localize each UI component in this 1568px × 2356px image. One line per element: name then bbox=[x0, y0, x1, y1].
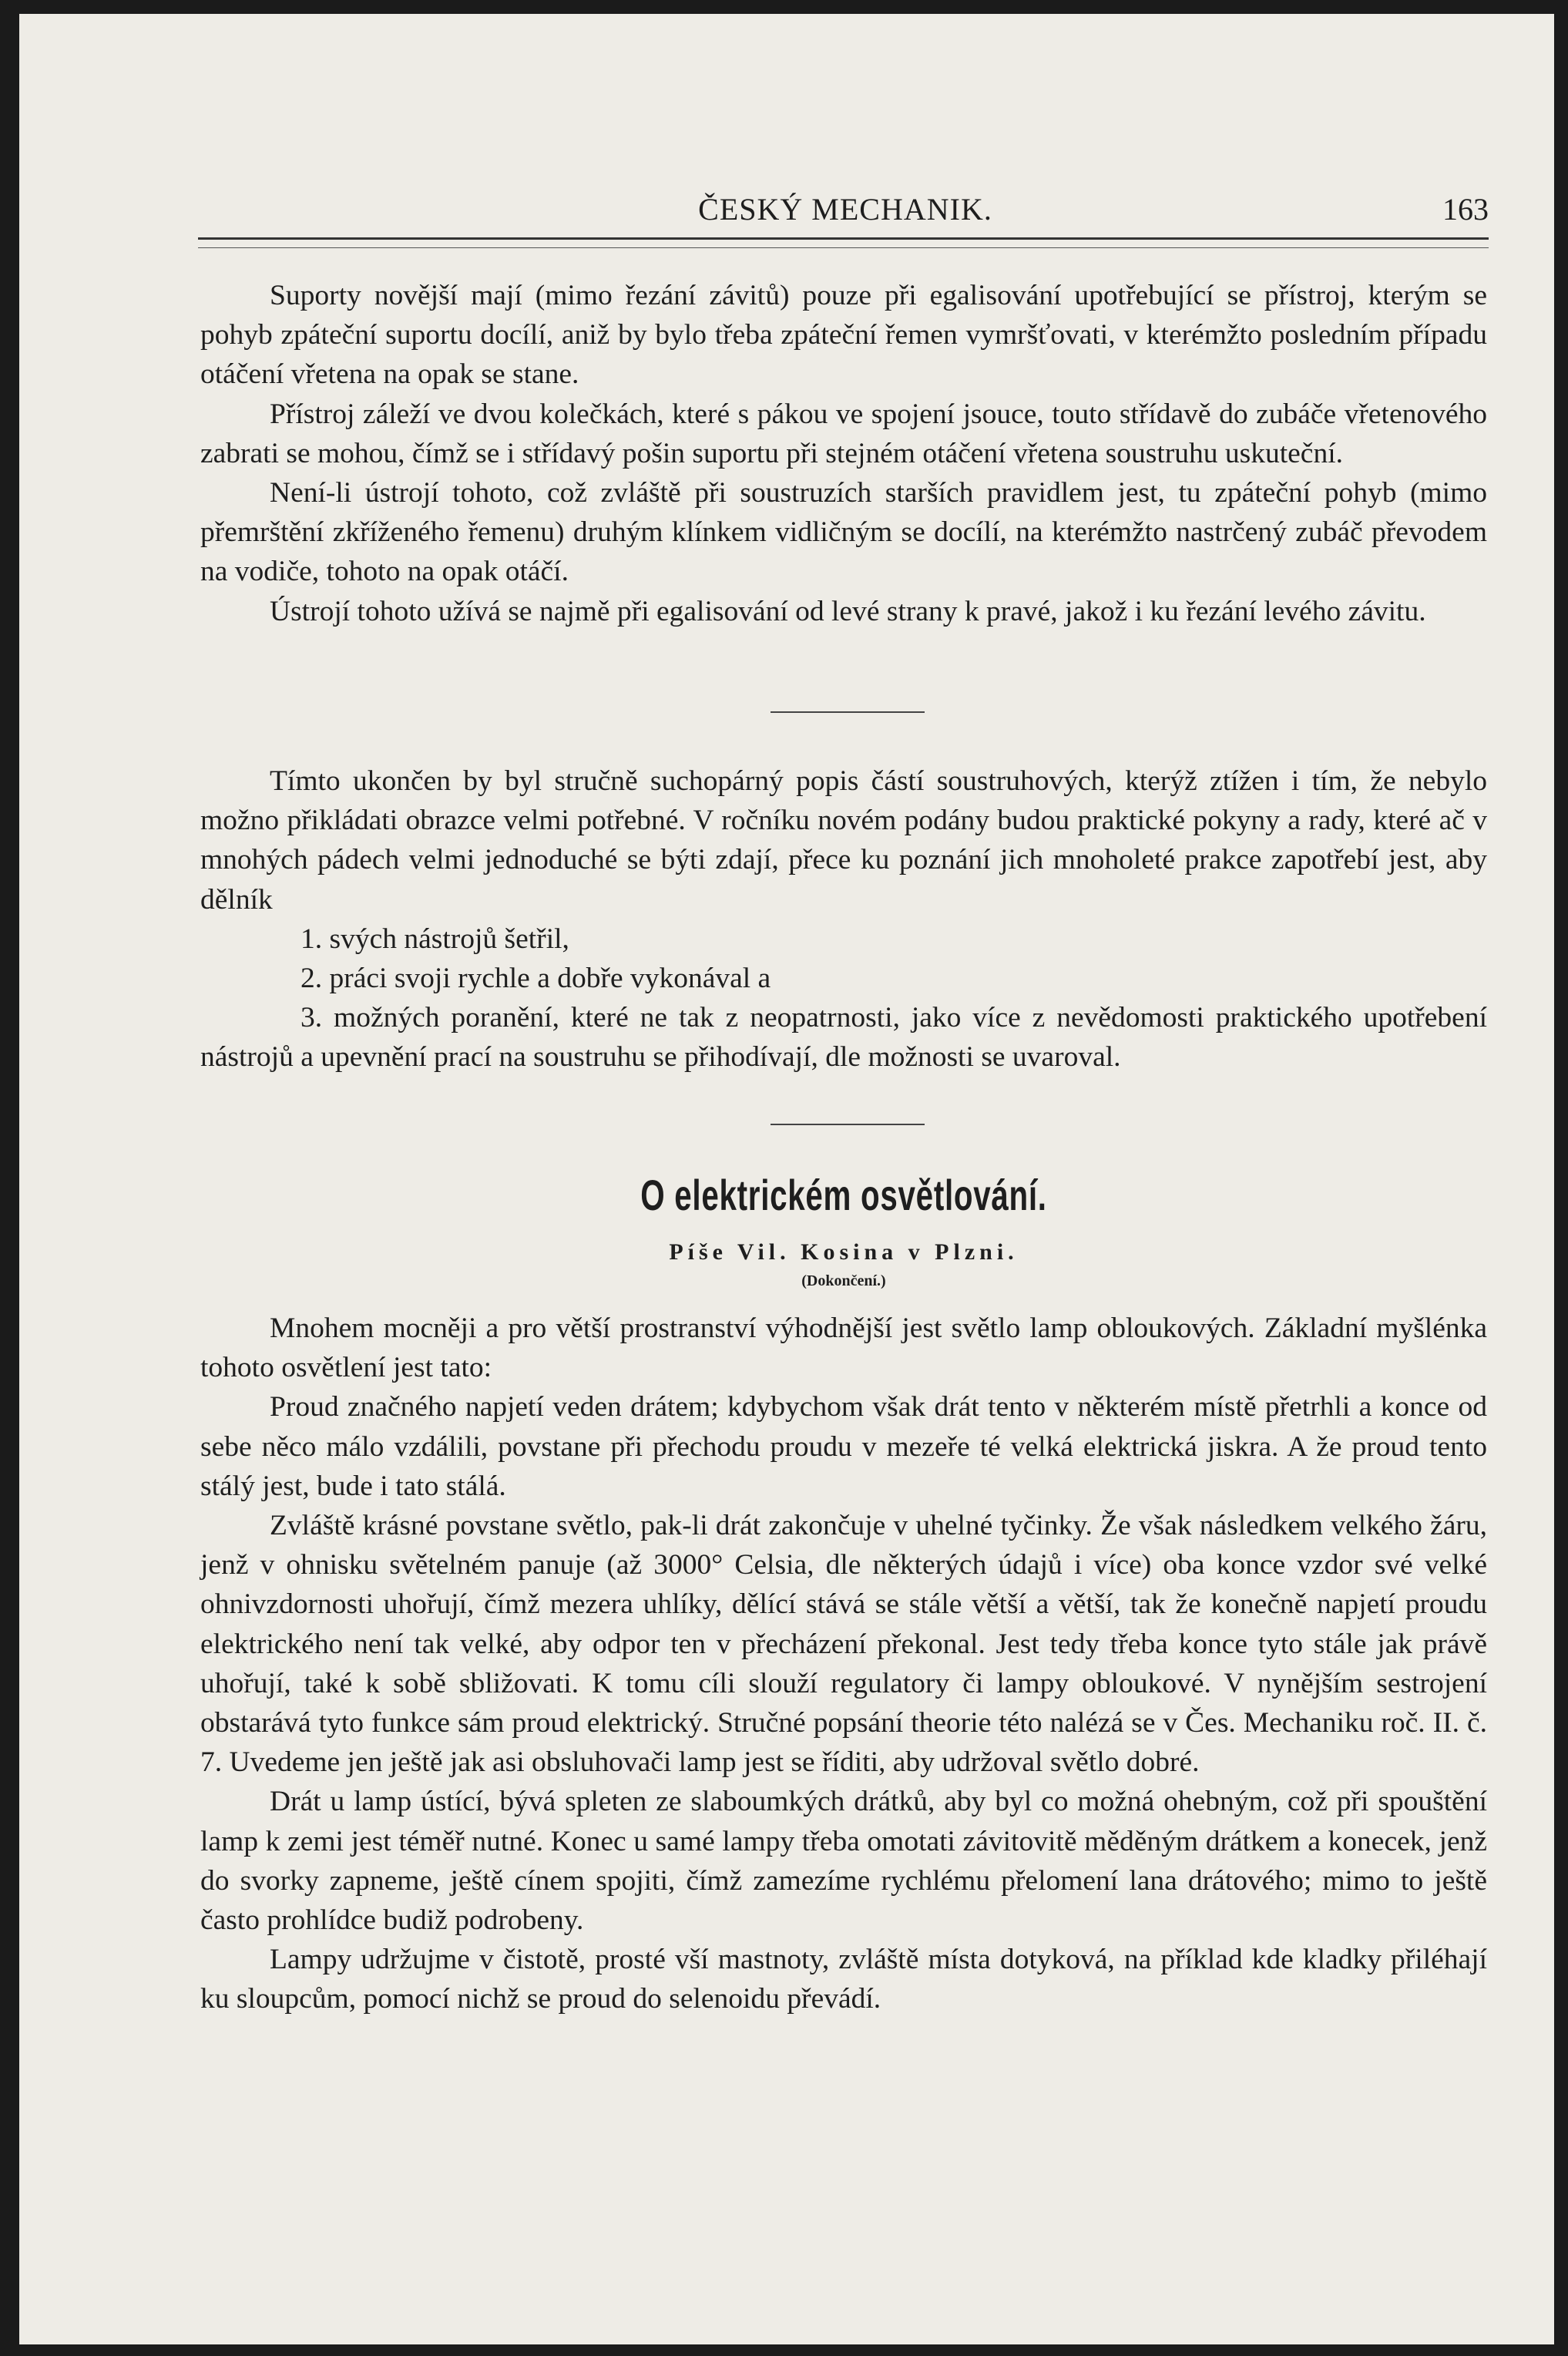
paragraph: Ústrojí tohoto užívá se najmě při egalisování od levé strany k pravé, jakož i ku řezání levého závitu. bbox=[270, 595, 1426, 627]
header-rule bbox=[198, 237, 1489, 248]
paragraph: Suporty novější mají (mimo řezání závitů) pouze při egalisování upotřebující se přístroj, kterým se pohyb zpáteční suportu docílí, aniž by bylo třeba zpáteční řemen vymršťovati, v kterémžto posledním případu otáčení vřetena na opak se stane. bbox=[200, 280, 1487, 391]
article-body bbox=[200, 1309, 1487, 2019]
article-title: O elektrickém osvětlování. bbox=[640, 1171, 1047, 1219]
paragraph: Drát u lamp ústící, bývá spleten ze slaboumkých drátků, aby byl co možná ohebným, což při spouštění lamp k zemi jest téměř nutné. Konec u samé lampy třeba omotati závitovitě měděným drátkem a konecek, jenž do svorky zapneme, ještě cínem spojiti, čímž zamezíme rychlému přelomení lana drátového; mimo to ještě často prohlídce budiž podrobeny. bbox=[200, 1786, 1487, 1937]
paragraph: Lampy udržujme v čistotě, prosté vší mastnoty, zvláště místa dotyková, na příklad kde kladky přiléhají ku sloupcům, pomocí nichž se proud do selenoidu převádí. bbox=[200, 1944, 1487, 2015]
running-head bbox=[198, 191, 1489, 237]
section-conclusion bbox=[200, 761, 1487, 1077]
page-number: 163 bbox=[1442, 192, 1489, 227]
list-item: 3. možných poranění, které ne tak z neopatrnosti, jako více z nevědomosti praktického upotřebení nástrojů a upevnění prací na soustruhu se přihodívají, dle možnosti se uvaroval. bbox=[200, 1002, 1487, 1074]
list-item: 2. práci svoji rychle a dobře vykonával a bbox=[301, 963, 771, 995]
section-divider bbox=[771, 711, 925, 713]
list-item: 1. svých nástrojů šetřil, bbox=[301, 923, 569, 955]
scanned-page bbox=[19, 14, 1554, 2344]
paragraph: Proud značného napjetí veden drátem; kdybychom však drát tento v některém místě přetrhli a konce od sebe něco málo vzdálili, povstane při přechodu proudu v mezeře té velká elektrická jiskra. A že proud tento stálý jest, bude i tato stálá. bbox=[200, 1391, 1487, 1502]
paragraph: Přístroj záleží ve dvou kolečkách, které s pákou ve spojení jsouce, touto střídavě do zubáče vřetenového zabrati se mohou, čímž se i střídavý pošin suportu při stejném otáčení vřetena soustruhu uskuteční. bbox=[200, 398, 1487, 469]
section-divider bbox=[771, 1124, 925, 1125]
paragraph: Tímto ukončen by byl stručně suchopárný popis částí soustruhových, kterýž ztížen i tím, že nebylo možno přikládati obrazce velmi potřebné. V ročníku novém podány budou praktické pokyny a rady, které ač v mnohých pádech velmi jednoduché se býti zdají, přece ku poznání jich mnoholeté prakce zapotřebí jest, aby dělník bbox=[200, 765, 1487, 916]
paragraph: Zvláště krásné povstane světlo, pak-li drát zakončuje v uhelné tyčinky. Že však následkem velkého žáru, jenž v ohnisku světelném panuje (až 3000° Celsia, dle některých údajů i více) oba konce vzdor své velké ohnivzdornosti uhořují, čímž mezera uhlíky, dělící stává se stále větší a větší, tak že konečně napjetí proudu elektrického není tak velké, aby odpor ten v přecházení překonal. Jest tedy třeba konce tyto stále jak právě uhořují, také k sobě sbližovati. K tomu cíli slouží regulatory či lampy obloukové. V nynějším sestrojení obstarává tyto funkce sám proud elektrický. Stručné popsání theorie této nalézá se v Čes. Mechaniku roč. II. č. 7. Uvedeme jen ještě jak asi obsluhovači lamp jest se říditi, aby udržoval světlo dobré. bbox=[200, 1510, 1487, 1779]
paragraph: Mnohem mocněji a pro větší prostranství výhodnější jest světlo lamp obloukových. Základní myšlénka tohoto osvětlení jest tato: bbox=[200, 1312, 1487, 1384]
paragraph: Není-li ústrojí tohoto, což zvláště při soustruzích starších pravidlem jest, tu zpáteční pohyb (mimo přemrštění zkříženého řemenu) druhým klínkem vidličným se docílí, na kterémžto nastrčený zubáč převodem na vodiče, tohoto na opak otáčí. bbox=[200, 477, 1487, 588]
section-suporty bbox=[200, 276, 1487, 631]
journal-title: ČESKÝ MECHANIK. bbox=[698, 192, 992, 227]
article-byline: Píše Vil. Kosina v Plzni. bbox=[669, 1239, 1019, 1265]
continuation-note: (Dokončení.) bbox=[801, 1272, 886, 1289]
